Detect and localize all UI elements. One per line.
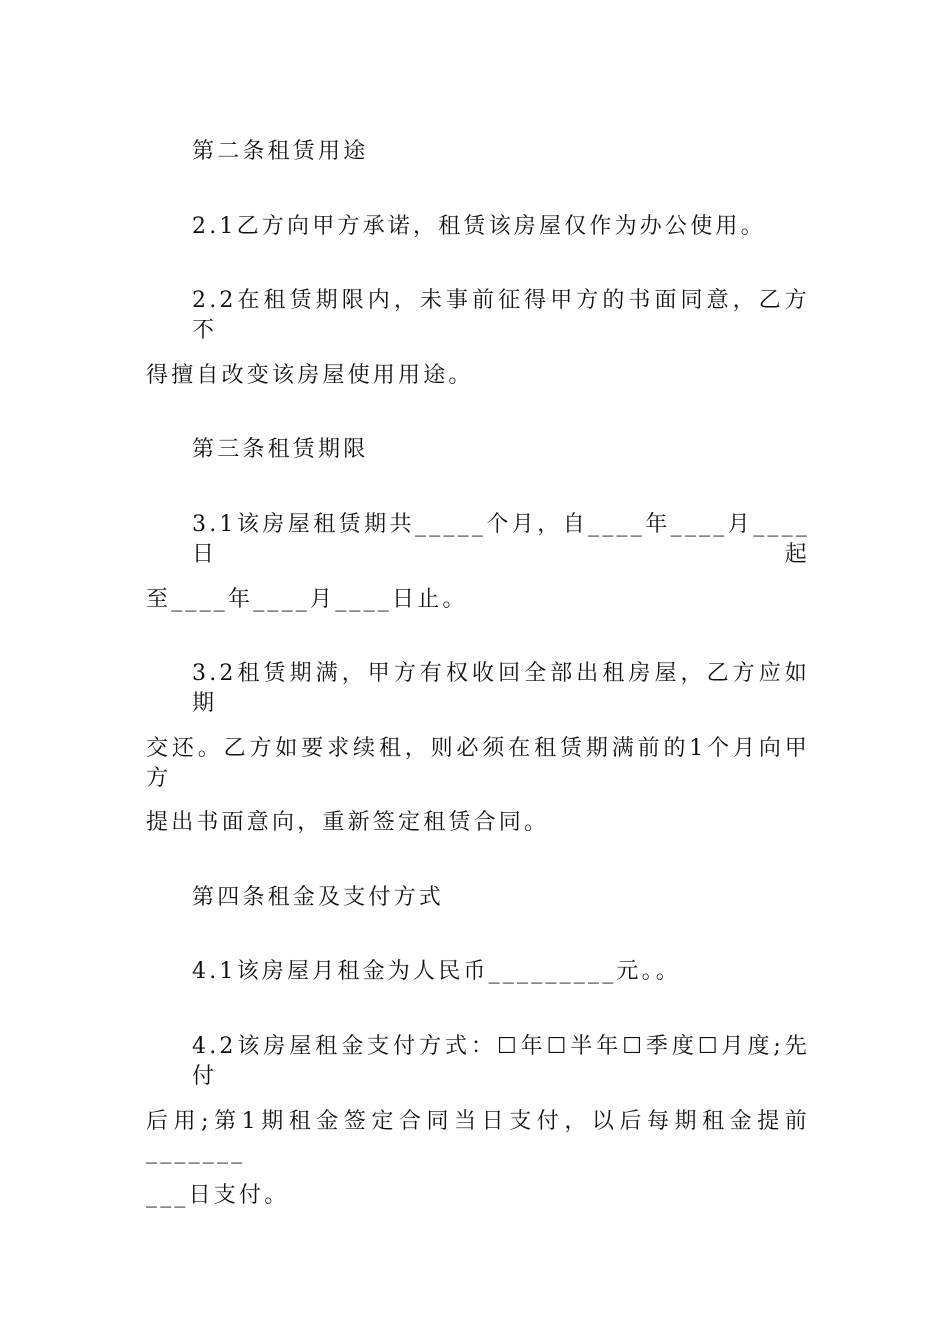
clause-3-1-line-2: 至____年____月____日止。: [146, 587, 468, 612]
clause-2-1: 2.1乙方向甲方承诺，租赁该房屋仅作为办公使用。: [192, 214, 766, 239]
clause-4-2-line-3: ___日支付。: [146, 1183, 290, 1208]
article-4-heading: 第四条租金及支付方式: [192, 885, 445, 910]
article-3-heading: 第三条租赁期限: [192, 437, 369, 462]
clause-3-1-line-1: 3.1该房屋租赁期共_____个月，自____年____月____日起: [192, 512, 810, 567]
clause-4-1: 4.1该房屋月租金为人民币_________元。。: [192, 959, 681, 984]
clause-3-2-line-1: 3.2租赁期满，甲方有权收回全部出租房屋，乙方应如期: [192, 661, 810, 716]
clause-4-2-line-2: 后用;第1期租金签定合同当日支付，以后每期租金提前_______: [146, 1109, 810, 1164]
clause-2-2-line-1: 2.2在租赁期限内，未事前征得甲方的书面同意，乙方不: [192, 288, 810, 343]
clause-3-2-line-3: 提出书面意向，重新签定租赁合同。: [146, 810, 550, 835]
article-2-heading: 第二条租赁用途: [192, 139, 369, 164]
clause-2-2-line-2: 得擅自改变该房屋使用用途。: [146, 363, 474, 388]
clause-3-2-line-2: 交还。乙方如要求续租，则必须在租赁期满前的1个月向甲方: [146, 736, 810, 791]
clause-4-2-line-1: 4.2该房屋租金支付方式：☐年☐半年☐季度☐月度;先付: [192, 1034, 810, 1089]
